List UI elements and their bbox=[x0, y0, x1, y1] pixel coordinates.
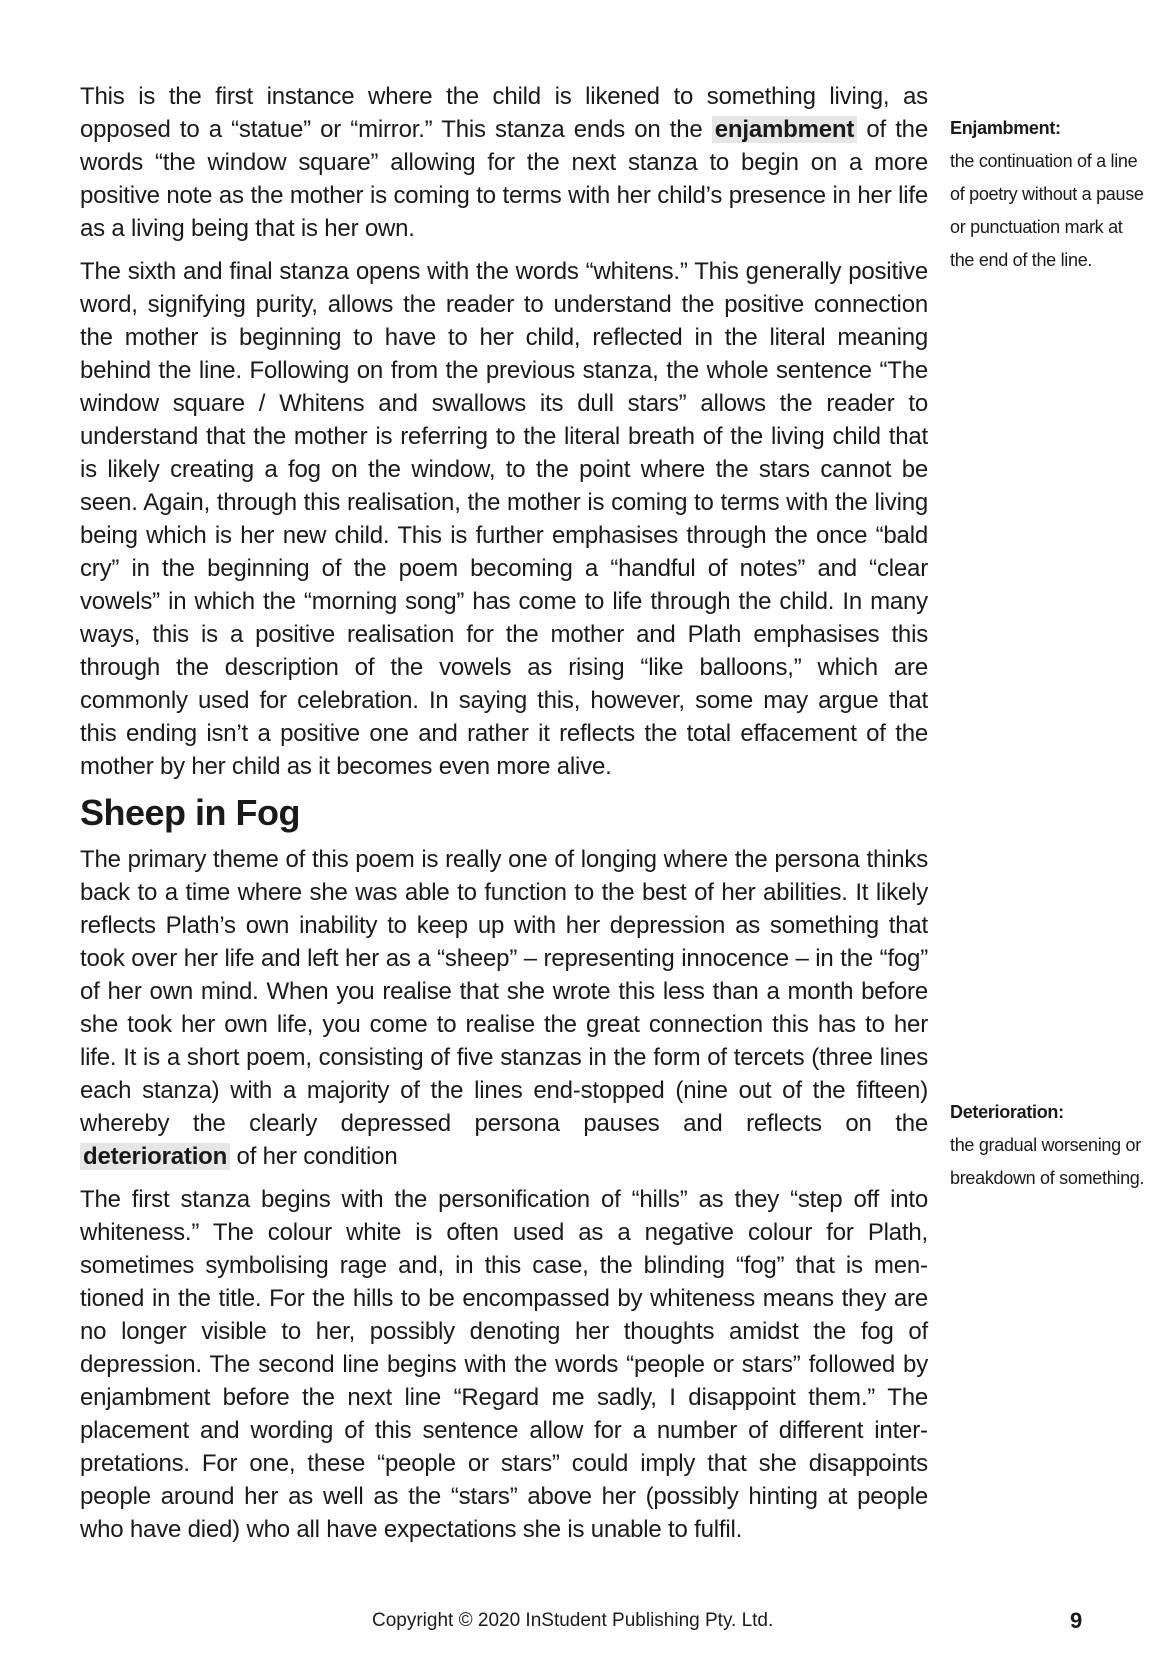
paragraph-3-text-after: of her condition bbox=[230, 1143, 398, 1170]
sidenote-deterioration-title: Deterioration: bbox=[950, 1102, 1064, 1122]
paragraph-3-text-before: The primary theme of this poem is really one of longing where the persona thinks back to a time where she was able to function to the best of her abilities. It likely reflects Plath’s own inability to keep up with her depression as something that took over her life and left her as a “sheep” – representing innocence – in the “fog” of her own mind. When you realise that she wrote this less than a month before she took her own life, you come to realise the great connection this has to her life. It is a short poem, consisting of five stanzas in the form of tercets (three lines each stanza) with a majority of the lines end-stopped (nine out of the fifteen) whereby the clearly depressed persona pauses and reflects on the bbox=[80, 846, 928, 1137]
sidenote-deterioration bbox=[950, 1096, 1150, 1195]
paragraph-1-text-after: of the words “the window square” allowing for the next stanza to begin on a more positive note as the mother is coming to terms with her child’s presence in her life as a living being that is her own. bbox=[80, 116, 928, 242]
term-enjambment: enjambment bbox=[712, 116, 857, 143]
page-number: 9 bbox=[1070, 1608, 1083, 1633]
sidenote-enjambment-title: Enjambment: bbox=[950, 118, 1061, 138]
paragraph-3 bbox=[80, 843, 928, 1173]
main-column bbox=[80, 80, 928, 1556]
term-deterioration: deterioration bbox=[80, 1143, 230, 1170]
paragraph-4: The first stanza begins with the personification of “hills” as they “step off into whiteness.” The colour white is often used as a negative colour for Plath, sometimes symbolising rage and, in this case, the blinding “fog” that is mentioned in the title. For the hills to be encompassed by whiteness means they are no longer visible to her, possibly denoting her thoughts amidst the fog of depression. The second line begins with the words “people or stars” followed by enjambment before the next line “Regard me sadly, I disappoint them.” The placement and wording of this sentence allow for a number of different interpretations. For one, these “people or stars” could imply that she disappoints people around her as well as the “stars” above her (possibly hinting at people who have died) who all have expectations she is unable to fulfil. bbox=[80, 1186, 928, 1543]
copyright-text: Copyright © 2020 InStudent Publishing Pty. Ltd. bbox=[372, 1610, 774, 1631]
paragraph-1 bbox=[80, 80, 928, 245]
paragraph-2: The sixth and final stanza opens with the words “whitens.” This generally positive word, signifying purity, allows the reader to understand the positive connection the mother is beginning to have to her child, reflected in the literal meaning behind the line. Following on from the previous stanza, the whole sentence “The window square / Whitens and swallows its dull stars” allows the reader to understand that the mother is referring to the literal breath of the living child that is likely creating a fog on the window, to the point where the stars cannot be seen. Again, through this realisation, the mother is coming to terms with the living being which is her new child. This is further emphasises through the once “bald cry” in the beginning of the poem becoming a “handful of notes” and “clear vowels” in which the “morning song” has come to life through the child. In many ways, this is a positive realisation for the mother and Plath emphasises this through the description of the vowels as rising “like balloons,” which are commonly used for celebration. In saying this, however, some may argue that this ending isn’t a positive one and rather it reflects the total effacement of the mother by her child as it becomes even more alive. bbox=[80, 258, 928, 780]
paragraph-1-text-before: This is the first instance where the child is likened to something living, as opposed to a “statue” or “mirror.” This stanza ends on the bbox=[80, 83, 928, 143]
section-heading: Sheep in Fog bbox=[80, 792, 301, 833]
sidenote-enjambment bbox=[950, 112, 1150, 277]
sidenote-deterioration-body: the gradual worsening or breakdown of something. bbox=[950, 1135, 1145, 1188]
sidenote-enjambment-body: the continuation of a line of poetry without a pause or punctuation mark at the end of the line. bbox=[950, 151, 1144, 270]
